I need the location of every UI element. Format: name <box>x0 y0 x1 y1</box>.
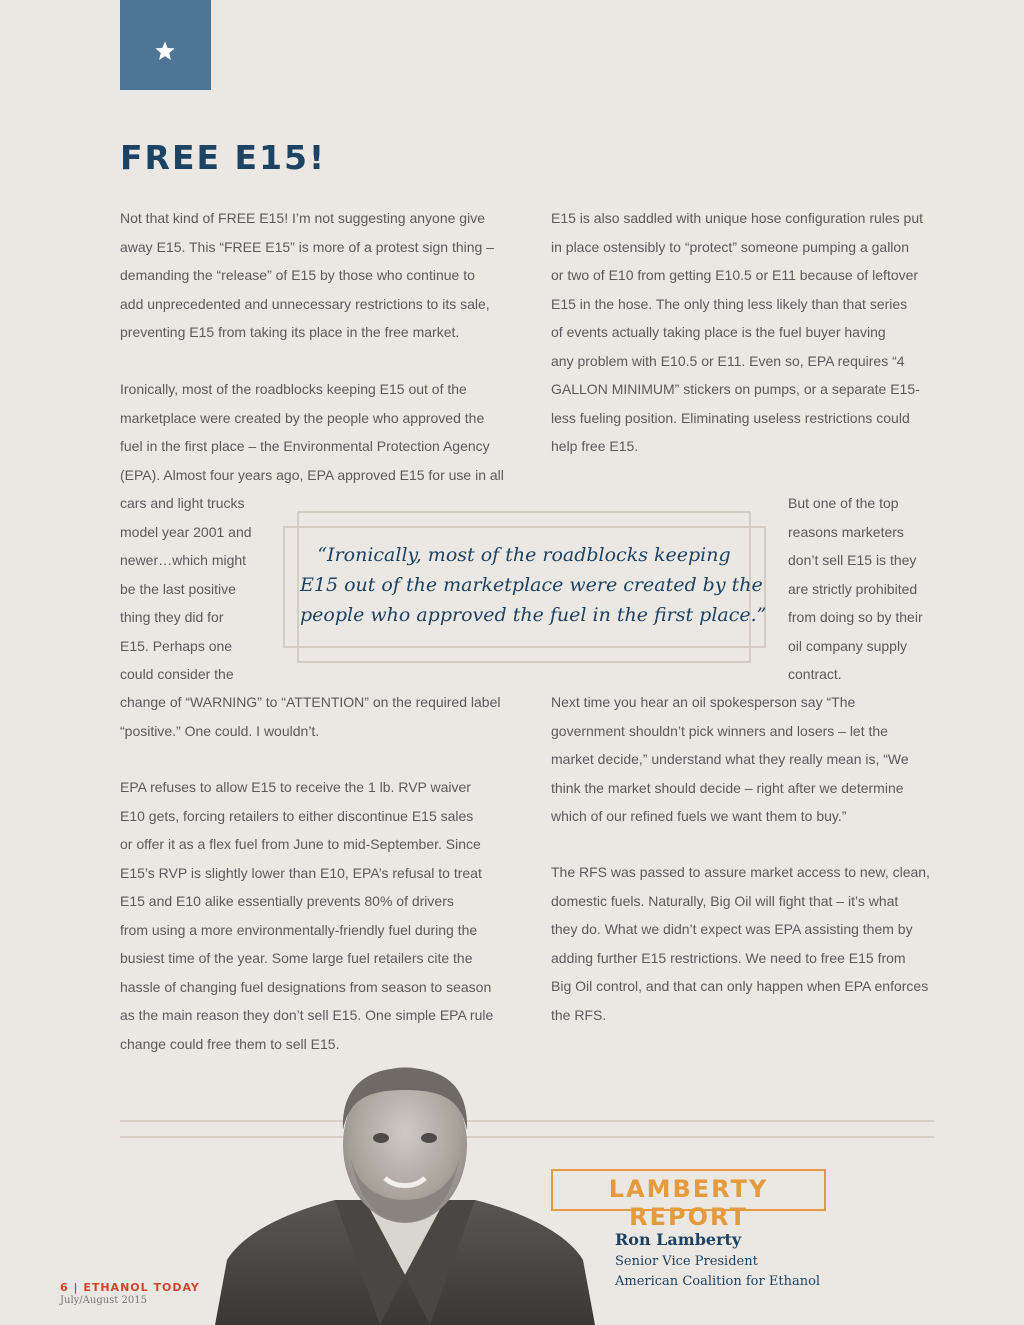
article-paragraph-6 <box>551 688 909 831</box>
text-line: preventing E15 from taking its place in the free market. <box>120 324 460 340</box>
text-line: or offer it as a flex fuel from June to mid-September. Since <box>120 836 481 852</box>
article-paragraph-2 <box>120 375 504 489</box>
text-line: change could free them to sell E15. <box>120 1035 340 1052</box>
text-line: E15. Perhaps one <box>120 637 233 654</box>
text-line: E15 and E10 alike essentially prevents 80% of drivers <box>120 893 454 909</box>
text-line: away E15. This “FREE E15” is more of a protest sign thing – <box>120 238 495 255</box>
pull-quote-line: E15 out of the marketplace were created by the <box>300 574 763 596</box>
text-line: Ironically, most of the roadblocks keeping E15 out of the <box>120 381 467 397</box>
text-line: domestic fuels. Naturally, Big Oil will fight that – it’s what <box>551 892 899 909</box>
text-line: adding further E15 restrictions. We need to free E15 from <box>551 949 906 966</box>
text-line: which of our refined fuels we want them to buy.” <box>551 808 847 824</box>
text-line: cars and light trucks <box>120 495 245 511</box>
text-line: GALLON MINIMUM” stickers on pumps, or a separate E15- <box>551 381 920 397</box>
article-paragraph-2-end <box>120 688 500 745</box>
author-name: Ron Lamberty <box>615 1230 742 1249</box>
pull-quote-line: “Ironically, most of the roadblocks keeping <box>317 544 731 566</box>
text-line: less fueling position. Eliminating useless restrictions could <box>551 409 910 426</box>
text-line: model year 2001 and <box>120 523 252 540</box>
text-line: “positive.” One could. I wouldn’t. <box>120 722 320 739</box>
author-organization: American Coalition for Ethanol <box>615 1274 821 1289</box>
text-line: don’t sell E15 is they <box>788 552 917 568</box>
article-paragraph-1 <box>120 204 494 347</box>
text-line: fuel in the first place – the Environmental Protection Agency <box>120 438 490 454</box>
text-line: they do. What we didn’t expect was EPA assisting them by <box>551 921 913 937</box>
author-title: Senior Vice President <box>615 1254 758 1269</box>
text-line: hassle of changing fuel designations from season to season <box>120 978 492 995</box>
text-line: be the last positive <box>120 580 236 597</box>
text-line: from using a more environmentally-friendly fuel during the <box>120 921 478 938</box>
text-line: contract. <box>788 666 842 682</box>
text-line: demanding the “release” of E15 by those who continue to <box>120 267 475 283</box>
text-line: in place ostensibly to “protect” someone pumping a gallon <box>551 238 909 255</box>
text-line: marketplace were created by the people who approved the <box>120 409 485 426</box>
text-line: The RFS was passed to assure market access to new, clean, <box>551 864 930 880</box>
text-line: E15’s RVP is slightly lower than E10, EPA’s refusal to treat <box>120 864 482 881</box>
text-line: as the main reason they don’t sell E15. One simple EPA rule <box>120 1007 494 1023</box>
text-line: reasons marketers <box>788 523 904 540</box>
text-line: (EPA). Almost four years ago, EPA approved E15 for use in all <box>120 466 504 483</box>
article-paragraph-2-wrap <box>120 489 252 689</box>
text-line: help free E15. <box>551 438 639 454</box>
text-line: E15 is also saddled with unique hose configuration rules put <box>551 210 924 226</box>
text-line: oil company supply <box>788 637 908 654</box>
text-line: But one of the top <box>788 495 899 511</box>
section-flag <box>120 0 211 90</box>
text-line: busiest time of the year. Some large fuel retailers cite the <box>120 950 473 966</box>
text-line: EPA refuses to allow E15 to receive the 1 lb. RVP waiver <box>120 779 471 795</box>
text-line: could consider the <box>120 666 234 682</box>
article-paragraph-3 <box>120 773 493 1058</box>
text-line: from doing so by their <box>788 609 923 625</box>
text-line: change of “WARNING” to “ATTENTION” on the required label <box>120 694 501 710</box>
text-line: market decide,” understand what they really mean is, “We <box>551 751 909 767</box>
article-paragraph-7 <box>551 858 930 1029</box>
text-line: Next time you hear an oil spokesperson say “The <box>551 694 856 710</box>
text-line: of events actually taking place is the fuel buyer having <box>551 324 886 340</box>
text-line: Not that kind of FREE E15! I’m not suggesting anyone give <box>120 210 485 226</box>
text-line: or two of E10 from getting E10.5 or E11 because of leftover <box>551 267 919 283</box>
page-title: FREE E15! <box>120 138 327 177</box>
column-badge-title: LAMBERTY REPORT <box>608 1175 769 1231</box>
text-line: the RFS. <box>551 1006 607 1023</box>
issue-date: July/August 2015 <box>60 1295 147 1306</box>
page-folio: 6 | ETHANOL TODAY <box>60 1281 200 1294</box>
text-line: E10 gets, forcing retailers to either discontinue E15 sales <box>120 807 474 824</box>
text-line: thing they did for <box>120 609 224 625</box>
text-line: any problem with E10.5 or E11. Even so, EPA requires “4 <box>551 352 905 369</box>
text-line: are strictly prohibited <box>788 580 918 597</box>
text-line: add unprecedented and unnecessary restrictions to its sale, <box>120 295 490 312</box>
text-line: government shouldn’t pick winners and losers – let the <box>551 722 888 739</box>
text-line: think the market should decide – right after we determine <box>551 779 904 796</box>
text-line: E15 in the hose. The only thing less likely than that series <box>551 295 908 312</box>
article-paragraph-5 <box>788 489 923 689</box>
pull-quote-line: people who approved the fuel in the first place.” <box>300 604 767 626</box>
pull-quote <box>300 540 767 630</box>
text-line: Big Oil control, and that can only happen when EPA enforces <box>551 978 929 994</box>
column-badge <box>551 1169 826 1231</box>
star-icon <box>154 40 176 62</box>
text-line: newer…which might <box>120 552 247 568</box>
author-portrait <box>215 1060 595 1325</box>
article-paragraph-4 <box>551 204 923 461</box>
